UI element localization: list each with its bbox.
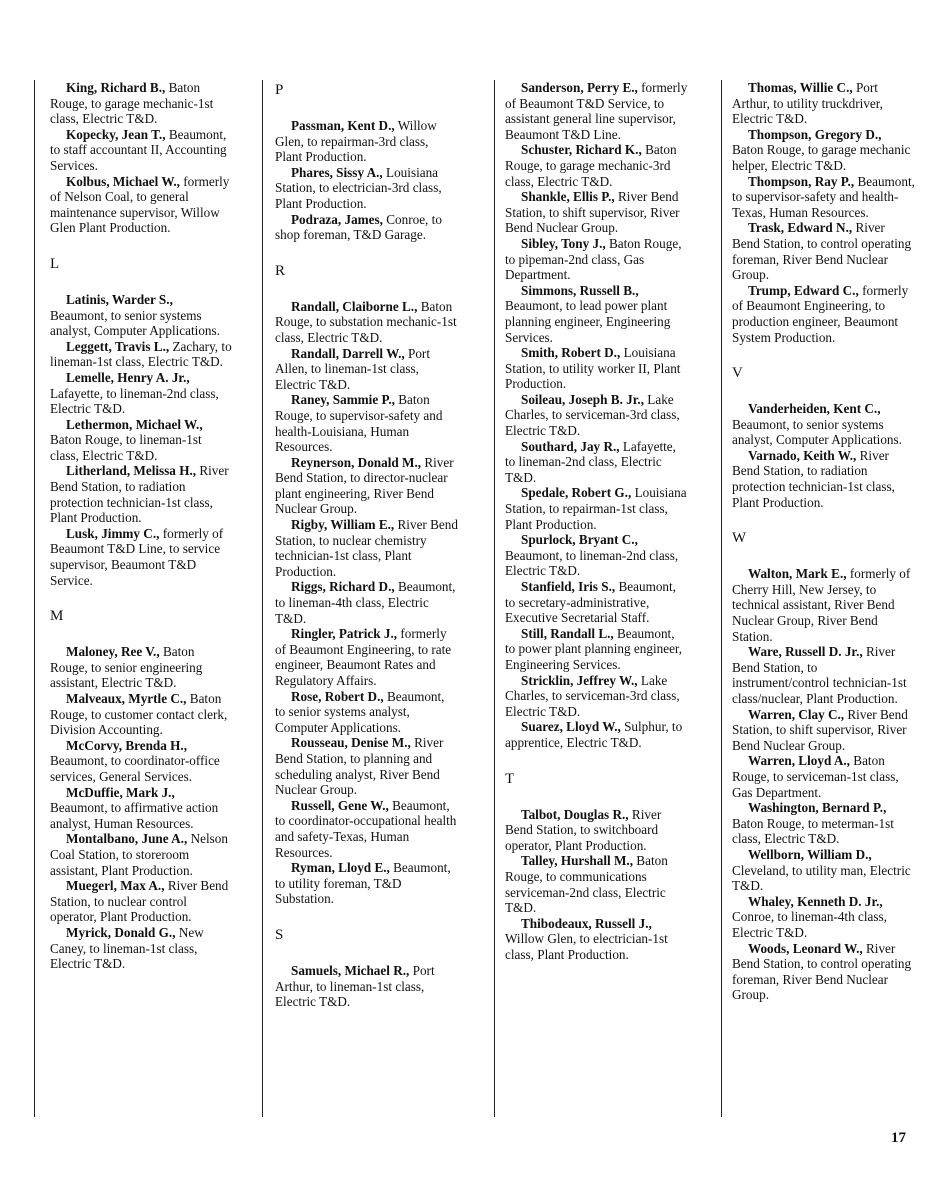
entry-detail: Beaumont, to senior systems analyst, Computer Applications. [732,416,902,448]
entry-name: Muegerl, Max A., [66,878,165,894]
entry-name: Kolbus, Michael W., [66,173,180,189]
entry-name: Lethermon, Michael W., [66,416,203,432]
entry-name: Shankle, Ellis P., [521,189,615,205]
entry-name: Russell, Gene W., [291,797,389,813]
column-4 [732,80,915,1003]
personnel-entry [505,142,688,189]
personnel-entry [732,448,915,510]
entry-detail: Beaumont, to staff accountant II, Accounting Services. [50,126,227,173]
entry-detail: Willow Glen, to electrician-1st class, Plant Production. [505,931,668,962]
entry-name: Southard, Jay R., [521,438,620,454]
personnel-entry [732,401,915,448]
personnel-entry [732,283,915,345]
personnel-entry [275,517,458,579]
section-letter: W [732,530,747,547]
personnel-entry [275,392,458,454]
entry-detail: formerly of Beaumont Engineering, to rate engineer, Beaumont Rates and Regulatory Affairs. [275,626,452,688]
entry-detail: Baton Rouge, to serviceman-1st class, Gas Department. [732,753,899,800]
entry-name: Stanfield, Iris S., [521,579,616,594]
section-letter: V [732,365,743,382]
entry-name: Thompson, Gregory D., [748,126,882,142]
entry-detail: formerly of Beaumont Engineering, to production engineer, Beaumont System Production. [732,282,909,345]
entry-name: Kopecky, Jean T., [66,126,166,142]
personnel-entry [732,127,915,174]
entry-name: Randall, Claiborne L., [291,298,418,314]
entry-detail: Cleveland, to utility man, Electric T&D. [732,862,911,894]
personnel-entry [50,174,233,236]
column-rule [34,80,35,1117]
entry-detail: Baton Rouge, to garage mechanic-1st class, Electric T&D. [50,80,214,127]
entry-name: Schuster, Richard K., [521,142,642,158]
personnel-entry [50,738,233,785]
personnel-entry [505,392,688,439]
personnel-entry [505,485,688,532]
entry-name: Myrick, Donald G., [66,924,176,940]
personnel-entry [732,941,915,1003]
entry-name: Randall, Darrell W., [291,345,405,361]
personnel-entry [505,532,688,579]
entry-detail: Port Allen, to lineman-1st class, Electric T&D. [275,345,430,392]
personnel-entry [732,800,915,847]
personnel-entry [275,626,458,688]
entry-detail: New Caney, to lineman-1st class, Electric T&D. [50,924,204,972]
entry-name: Sibley, Tony J., [521,235,606,251]
entry-detail: Beaumont, to coordinator-occupational health and safety-Texas, Human Resources. [275,797,457,860]
entry-detail: Baton Rouge, to meterman-1st class, Electric T&D. [732,815,894,847]
entry-detail: River Bend Station, to radiation protection technician-1st class, Plant Production. [50,463,229,526]
entry-name: Litherland, Melissa H., [66,463,197,479]
entry-name: Rose, Robert D., [291,688,384,704]
entry-detail: Conroe, to shop foreman, T&D Garage. [275,211,442,243]
entry-name: Warren, Lloyd A., [748,753,850,769]
personnel-entry [505,80,688,142]
personnel-entry [732,847,915,894]
entry-name: Vanderheiden, Kent C., [748,401,881,417]
entry-detail: River Bend Station, to instrument/control technician-1st class/nuclear, Plant Production. [732,644,907,706]
personnel-entry [732,220,915,282]
entry-detail: River Bend Station, to nuclear control operator, Plant Production. [50,878,229,925]
entry-detail: Baton Rouge, to lineman-1st class, Electric T&D. [50,432,202,463]
column-1 [50,80,233,972]
entry-name: Phares, Sissy A., [291,164,383,180]
personnel-entry [50,463,233,525]
entry-detail: Zachary, to lineman-1st class, Electric T&D. [50,338,232,370]
personnel-entry [505,916,688,963]
personnel-entry [505,236,688,283]
entry-detail: Louisiana Station, to repairman-1st class, Plant Production. [505,485,687,532]
personnel-entry [505,626,688,673]
personnel-entry [50,80,233,127]
entry-name: Talbot, Douglas R., [521,806,629,822]
entry-name: Riggs, Richard D., [291,579,395,595]
entry-detail: River Bend Station, to shift supervisor, River Bend Nuclear Group. [505,189,680,236]
personnel-entry [732,894,915,941]
column-3 [505,80,688,962]
column-2 [275,80,458,1010]
entry-detail: River Bend Station, to planning and scheduling analyst, River Bend Nuclear Group. [275,735,444,798]
entry-detail: Baton Rouge, to communications serviceman-2nd class, Electric T&D. [505,853,668,916]
personnel-entry [505,673,688,720]
entry-detail: Beaumont, to supervisor-safety and health-Texas, Human Resources. [732,173,915,220]
section-letter: L [50,255,60,272]
entry-detail: Lafayette, to lineman-2nd class, Electric T&D. [505,438,676,485]
entry-name: Soileau, Joseph B. Jr., [521,391,644,407]
section-letter: P [275,82,284,98]
entry-name: Simmons, Russell B., [521,282,639,298]
personnel-entry [50,526,233,588]
entry-name: Trask, Edward N., [748,220,853,236]
entry-detail: Beaumont, to power plant planning engineer, Engineering Services. [505,625,683,672]
entry-detail: Beaumont, to lead power plant planning engineer, Engineering Services. [505,298,671,345]
entry-name: Spurlock, Bryant C., [521,532,638,548]
entry-name: Trump, Edward C., [748,282,859,298]
entry-name: Still, Randall L., [521,625,614,641]
entry-detail: Beaumont, to secretary-administrative, Executive Secretarial Staff. [505,579,676,626]
entry-name: Sanderson, Perry E., [521,80,638,95]
personnel-entry [50,785,233,832]
entry-detail: Lake Charles, to serviceman-3rd class, Electric T&D. [505,672,680,719]
personnel-entry [275,346,458,393]
entry-detail: Baton Rouge, to garage mechanic helper, Electric T&D. [732,142,911,173]
entry-detail: Louisiana Station, to utility worker II, Plant Production. [505,345,681,392]
column-rule [262,80,263,1117]
personnel-entry [275,735,458,797]
entry-detail: River Bend Station, to director-nuclear plant engineering, River Bend Nuclear Group. [275,454,454,517]
entry-detail: Nelson Coal Station, to storeroom assistant, Plant Production. [50,831,228,878]
personnel-entry [732,174,915,221]
entry-name: Lusk, Jimmy C., [66,525,160,541]
entry-detail: formerly of Cherry Hill, New Jersey, to technical assistant, River Bend Nuclear Group, River Bend Station. [732,566,911,644]
entry-detail: Willow Glen, to repairman-3rd class, Plant Production. [275,118,437,165]
personnel-entry [732,566,915,644]
personnel-entry [732,707,915,754]
entry-name: Wellborn, William D., [748,846,872,862]
entry-name: Lemelle, Henry A. Jr., [66,369,190,385]
entry-detail: Beaumont, to senior systems analyst, Computer Applications. [50,307,220,339]
entry-detail: Lake Charles, to serviceman-3rd class, Electric T&D. [505,391,680,439]
personnel-entry [50,644,233,691]
entry-name: Spedale, Robert G., [521,485,632,501]
entry-name: Warren, Clay C., [748,706,845,722]
personnel-entry [50,831,233,878]
personnel-entry [275,579,458,626]
personnel-entry [275,455,458,517]
entry-detail: Baton Rouge, to senior engineering assistant, Electric T&D. [50,644,203,691]
section-letter: T [505,770,515,787]
entry-name: McCorvy, Brenda H., [66,737,187,753]
entry-name: Thompson, Ray P., [748,173,855,189]
entry-name: Reynerson, Donald M., [291,454,422,470]
entry-name: Washington, Bernard P., [748,800,887,816]
personnel-entry [50,417,233,464]
column-rule [494,80,495,1117]
personnel-entry [50,691,233,738]
entry-detail: Port Arthur, to utility truckdriver, Electric T&D. [732,80,883,127]
entry-detail: Baton Rouge, to customer contact clerk, Division Accounting. [50,691,228,738]
entry-detail: Lafayette, to lineman-2nd class, Electric T&D. [50,385,219,417]
entry-detail: Baton Rouge, to supervisor-safety and health-Louisiana, Human Resources. [275,392,443,455]
entry-name: Talley, Hurshall M., [521,853,633,869]
personnel-entry [505,283,688,345]
entry-detail: Beaumont, to lineman-4th class, Electric T&D. [275,579,456,626]
entry-name: Raney, Sammie P., [291,392,395,408]
entry-name: Walton, Mark E., [748,566,847,582]
entry-detail: Port Arthur, to lineman-1st class, Electric T&D. [275,962,435,1010]
entry-name: Smith, Robert D., [521,345,621,361]
personnel-entry [275,963,458,1010]
entry-detail: formerly of Beaumont T&D Service, to assistant general line supervisor, Beaumont T&D Line. [505,80,688,142]
personnel-entry [505,189,688,236]
entry-name: Thomas, Willie C., [748,80,853,95]
personnel-entry [505,719,688,750]
entry-detail: Baton Rouge, to pipeman-2nd class, Gas Department. [505,235,682,283]
entry-name: Malveaux, Myrtle C., [66,691,187,706]
entry-name: Stricklin, Jeffrey W., [521,672,638,688]
entry-name: Woods, Leonard W., [748,940,863,956]
entry-name: Rigby, William E., [291,517,395,533]
entry-detail: Beaumont, to lineman-2nd class, Electric T&D. [505,547,679,579]
personnel-entry [50,127,233,174]
entry-name: Latinis, Warder S., [66,291,173,307]
entry-detail: formerly of Beaumont T&D Line, to service supervisor, Beaumont T&D Service. [50,525,224,588]
section-letter: R [275,262,286,279]
personnel-entry [275,165,458,212]
entry-detail: River Bend Station, to control operating foreman, River Bend Nuclear Group. [732,940,912,1003]
personnel-entry [275,118,458,165]
personnel-entry [275,212,458,243]
entry-name: Ringler, Patrick J., [291,626,398,642]
entry-name: Samuels, Michael R., [291,962,410,978]
entry-detail: Beaumont, to coordinator-office services, General Services. [50,753,220,784]
personnel-entry [732,753,915,800]
personnel-entry [50,370,233,417]
personnel-entry [732,80,915,127]
personnel-entry [50,292,233,339]
entry-detail: River Bend Station, to radiation protection technician-1st class, Plant Production. [732,447,895,510]
entry-detail: River Bend Station, to shift supervisor, River Bend Nuclear Group. [732,706,908,753]
entry-name: Thibodeaux, Russell J., [521,915,652,931]
entry-detail: formerly of Nelson Coal, to general maintenance supervisor, Willow Glen Plant Production. [50,173,230,236]
page-number: 17 [891,1130,906,1146]
personnel-entry [50,339,233,370]
entry-detail: River Bend Station, to nuclear chemistry technician-1st class, Plant Production. [275,517,458,579]
entry-detail: Conroe, to lineman-4th class, Electric T&D. [732,909,887,940]
personnel-entry [50,925,233,972]
entry-name: Passman, Kent D., [291,118,395,133]
entry-name: Ryman, Lloyd E., [291,860,390,876]
entry-detail: Beaumont, to utility foreman, T&D Substation. [275,860,451,907]
personnel-entry [505,807,688,854]
personnel-entry [275,798,458,860]
column-rule [721,80,722,1117]
personnel-entry [275,689,458,736]
entry-detail: Sulphur, to apprentice, Electric T&D. [505,719,683,750]
entry-detail: Beaumont, to affirmative action analyst, Human Resources. [50,800,219,831]
entry-detail: Louisiana Station, to electrician-3rd class, Plant Production. [275,164,442,211]
personnel-entry [732,644,915,706]
personnel-entry [50,878,233,925]
section-letter: M [50,608,64,625]
personnel-entry [505,579,688,626]
personnel-entry [505,853,688,915]
entry-detail: Baton Rouge, to substation mechanic-1st class, Electric T&D. [275,298,457,345]
entry-detail: Beaumont, to senior systems analyst, Computer Applications. [275,688,445,735]
entry-name: Ware, Russell D. Jr., [748,644,863,660]
entry-detail: Baton Rouge, to garage mechanic-3rd class, Electric T&D. [505,142,677,189]
entry-name: McDuffie, Mark J., [66,784,175,800]
entry-name: Leggett, Travis L., [66,338,170,354]
section-letter: S [275,926,284,943]
entry-name: Montalbano, June A., [66,831,188,847]
entry-detail: River Bend Station, to control operating foreman, River Bend Nuclear Group. [732,220,912,283]
entry-name: Podraza, James, [291,211,383,227]
entry-name: King, Richard B., [66,80,166,95]
personnel-entry [505,439,688,486]
entry-name: Suarez, Lloyd W., [521,719,621,735]
entry-name: Varnado, Keith W., [748,447,857,463]
entry-name: Maloney, Ree V., [66,644,160,660]
entry-name: Whaley, Kenneth D. Jr., [748,893,883,909]
entry-name: Rousseau, Denise M., [291,735,411,751]
personnel-entry [505,345,688,392]
personnel-entry [275,860,458,907]
personnel-entry [275,299,458,346]
entry-detail: River Bend Station, to switchboard operator, Plant Production. [505,806,662,853]
